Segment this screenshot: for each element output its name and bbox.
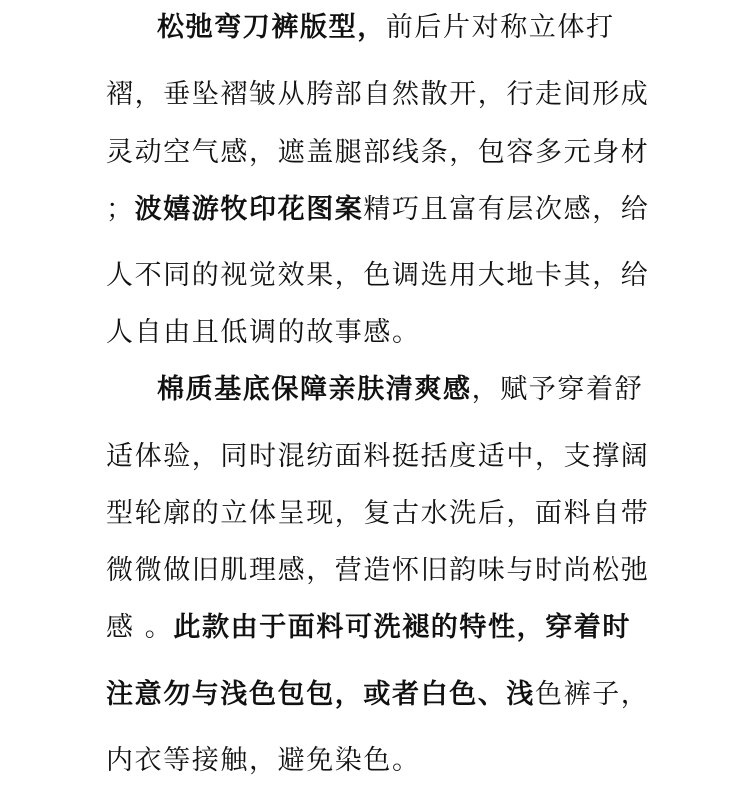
paragraph-1-line-5: 人不同的视觉效果，色调选用大地卡其，给 — [106, 260, 650, 291]
bold-text: 波嬉游牧印花图案 — [134, 194, 364, 225]
body-text: ，赋予穿着舒 — [471, 374, 644, 405]
bold-text: 松弛弯刀裤版型， — [157, 12, 386, 43]
body-text: ； — [106, 194, 135, 225]
paragraph-2-line-5 — [106, 608, 666, 648]
paragraph-1-line-1 — [157, 8, 717, 48]
paragraph-1-line-2: 褶，垂坠褶皱从胯部自然散开，行走间形成 — [106, 79, 650, 110]
paragraph-2-line-1 — [157, 370, 717, 410]
bold-text: 棉质基底保障亲肤清爽感 — [157, 374, 472, 405]
paragraph-1-line-3: 灵动空气感，遮盖腿部线条，包容多元身材 — [106, 137, 650, 168]
paragraph-2-line-4: 微微做旧肌理感，营造怀旧韵味与时尚松弛 — [106, 555, 650, 586]
body-text: 色裤子， — [535, 679, 650, 710]
paragraph-2-line-6 — [106, 675, 666, 715]
paragraph-2-line-7: 内衣等接触，避免染色。 — [106, 745, 421, 776]
paragraph-2-line-2: 适体验，同时混纺面料挺括度适中，支撑阔 — [106, 441, 650, 472]
paragraph-1-line-6: 人自由且低调的故事感。 — [106, 317, 421, 348]
bold-text: 此款由于面料可洗褪的特性，穿着时 — [173, 612, 631, 643]
bold-text: 注意勿与浅色包包，或者白色、浅 — [106, 679, 535, 710]
body-text: 前后片对称立体打 — [385, 12, 615, 43]
paragraph-2-line-3: 型轮廓的立体呈现，复古水洗后，面料自带 — [106, 498, 650, 529]
paragraph-1-line-4 — [106, 190, 666, 230]
body-text: 精巧且富有层次感，给 — [363, 194, 650, 225]
body-text: 感 。 — [106, 612, 174, 643]
